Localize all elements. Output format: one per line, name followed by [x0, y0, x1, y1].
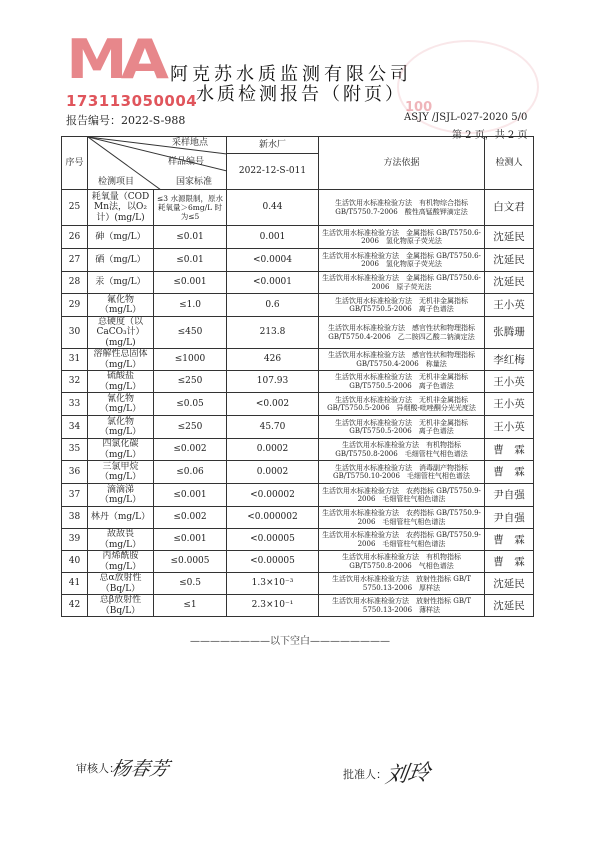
national-standard: ≤250 — [154, 371, 227, 393]
result-value: <0.00005 — [227, 529, 319, 551]
result-value: 107.93 — [227, 371, 319, 393]
tester-name: 曹 霖 — [485, 439, 534, 461]
row-number: 37 — [62, 484, 88, 507]
method-basis: 生活饮用水标准检验方法 无机非金属指标 GB/T5750.5-2006 异烟酸-吡唑酮分光光度法 — [319, 393, 485, 416]
test-item: 总α放射性（Bq/L） — [88, 573, 154, 595]
result-value: 1.3×10⁻³ — [227, 573, 319, 595]
tester-name: 张腾珊 — [485, 317, 534, 349]
tester-name: 沈延民 — [485, 573, 534, 595]
national-standard: ≤1.0 — [154, 294, 227, 317]
national-standard: ≤1 — [154, 595, 227, 617]
national-standard: ≤0.5 — [154, 573, 227, 595]
report-number: 报告编号：2022-S-988 — [66, 114, 186, 127]
method-basis: 生活饮用水标准检验方法 消毒副产物指标 GB/T5750.10-2006 毛细管柱气相色谱法 — [319, 461, 485, 484]
tester-name: 沈延民 — [485, 249, 534, 272]
national-standard: ≤450 — [154, 317, 227, 349]
method-basis: 生活饮用水标准检验方法 有机物指标 GB/T5750.8-2006 毛细管柱气相色谱法 — [319, 439, 485, 461]
page-info: 第 2 页，共 2 页 — [452, 130, 528, 141]
table-row — [62, 461, 534, 484]
row-number: 28 — [62, 272, 88, 294]
approver-label: 批准人： — [343, 768, 387, 781]
row-number: 36 — [62, 461, 88, 484]
tester-name: 李红梅 — [485, 349, 534, 371]
row-number: 26 — [62, 226, 88, 249]
test-item: 砷（mg/L） — [88, 226, 154, 249]
method-basis: 生活饮用水标准检验方法 农药指标 GB/T5750.9-2006 毛细管柱气相色谱法 — [319, 484, 485, 507]
tester-name: 曹 霖 — [485, 551, 534, 573]
reviewer-label: 审核人： — [76, 762, 120, 775]
ma-mark: MA — [66, 28, 163, 91]
table-row — [62, 507, 534, 529]
tester-name: 沈延民 — [485, 226, 534, 249]
test-item: 三氯甲烷（mg/L） — [88, 461, 154, 484]
result-value: <0.00002 — [227, 484, 319, 507]
tester-name: 王小英 — [485, 294, 534, 317]
test-item: 敌敌畏（mg/L） — [88, 529, 154, 551]
table-row — [62, 371, 534, 393]
row-number: 35 — [62, 439, 88, 461]
national-standard: ≤0.06 — [154, 461, 227, 484]
tester-name: 沈延民 — [485, 595, 534, 617]
test-item: 氯化物（mg/L） — [88, 416, 154, 439]
tester-name: 白文君 — [485, 190, 534, 226]
table-row — [62, 226, 534, 249]
table-row — [62, 349, 534, 371]
result-value: 0.44 — [227, 190, 319, 226]
sample-no-value: 2022-12-S-011 — [227, 154, 319, 190]
method-basis: 生活饮用水标准检验方法 金属指标 GB/T5750.6-2006 原子荧光法 — [319, 272, 485, 294]
result-value: <0.000002 — [227, 507, 319, 529]
row-number: 42 — [62, 595, 88, 617]
national-standard: ≤0.002 — [154, 439, 227, 461]
national-standard: ≤0.01 — [154, 226, 227, 249]
national-standard: ≤0.001 — [154, 484, 227, 507]
method-basis: 生活饮用水标准检验方法 有机物指标 GB/T5750.8-2006 气相色谱法 — [319, 551, 485, 573]
tester-name: 曹 霖 — [485, 529, 534, 551]
table-row — [62, 484, 534, 507]
item-label: 检测项目 — [98, 177, 135, 187]
national-standard: ≤0.002 — [154, 507, 227, 529]
row-number: 31 — [62, 349, 88, 371]
test-item: 耗氧量（COD Mn法，以O₂计）(mg/L) — [88, 190, 154, 226]
table-row — [62, 393, 534, 416]
result-value: 426 — [227, 349, 319, 371]
table-row — [62, 190, 534, 226]
test-item: 滴滴涕（mg/L） — [88, 484, 154, 507]
row-number: 41 — [62, 573, 88, 595]
test-item: 硫酸盐（mg/L） — [88, 371, 154, 393]
report-title: 水质检测报告（附页） — [196, 84, 406, 105]
test-item: 四氯化碳（mg/L） — [88, 439, 154, 461]
cert-number: 173113050004 — [66, 92, 198, 110]
row-number: 39 — [62, 529, 88, 551]
row-number: 34 — [62, 416, 88, 439]
method-basis: 生活饮用水标准检验方法 农药指标 GB/T5750.9-2006 毛细管柱气相色谱法 — [319, 529, 485, 551]
method-header: 方法依据 — [319, 137, 485, 190]
row-number: 38 — [62, 507, 88, 529]
result-value: 0.0002 — [227, 461, 319, 484]
tester-name: 曹 霖 — [485, 461, 534, 484]
table-row — [62, 529, 534, 551]
table-row — [62, 294, 534, 317]
sampling-site-label: 采样地点 — [172, 138, 209, 148]
result-value: <0.002 — [227, 393, 319, 416]
table-row — [62, 272, 534, 294]
result-value: <0.0004 — [227, 249, 319, 272]
row-number: 32 — [62, 371, 88, 393]
national-standard: ≤0.001 — [154, 272, 227, 294]
result-value: 0.001 — [227, 226, 319, 249]
result-value: 45.70 — [227, 416, 319, 439]
table-row — [62, 595, 534, 617]
national-standard: ≤0.0005 — [154, 551, 227, 573]
national-std-label: 国家标准 — [176, 177, 213, 187]
row-number: 33 — [62, 393, 88, 416]
row-number: 30 — [62, 317, 88, 349]
tester-name: 王小英 — [485, 393, 534, 416]
method-basis: 生活饮用水标准检验方法 放射性指标 GB/T 5750.13-2006 厚样法 — [319, 573, 485, 595]
national-standard: ≤3 水源限制，原水耗氧量＞6mg/L 时为≤5 — [154, 190, 227, 226]
method-basis: 生活饮用水标准检验方法 感官性状和物理指标 GB/T5750.4-2006 称量法 — [319, 349, 485, 371]
form-code: ASJY /JSJL-027-2020 5/0 — [404, 112, 528, 123]
header-row-site — [62, 137, 534, 154]
test-item: 硒（mg/L） — [88, 249, 154, 272]
test-item: 总β放射性（Bq/L） — [88, 595, 154, 617]
test-item: 汞（mg/L） — [88, 272, 154, 294]
result-value: 0.6 — [227, 294, 319, 317]
result-value: <0.00005 — [227, 551, 319, 573]
test-item: 氟化物（mg/L） — [88, 294, 154, 317]
method-basis: 生活饮用水标准检验方法 无机非金属指标 GB/T5750.5-2006 离子色谱法 — [319, 416, 485, 439]
table-row — [62, 416, 534, 439]
row-number: 40 — [62, 551, 88, 573]
row-number: 25 — [62, 190, 88, 226]
result-value: 213.8 — [227, 317, 319, 349]
method-basis: 生活饮用水标准检验方法 无机非金属指标 GB/T5750.5-2006 离子色谱法 — [319, 294, 485, 317]
tester-name: 尹自强 — [485, 507, 534, 529]
results-table — [61, 136, 534, 617]
result-value: 2.3×10⁻¹ — [227, 595, 319, 617]
sample-no-label: 样品编号 — [168, 157, 205, 167]
seq-header: 序号 — [62, 137, 88, 190]
result-value: 0.0002 — [227, 439, 319, 461]
result-value: <0.0001 — [227, 272, 319, 294]
tester-name: 尹自强 — [485, 484, 534, 507]
tester-name: 王小英 — [485, 416, 534, 439]
test-item: 丙烯酰胺（mg/L） — [88, 551, 154, 573]
reviewer-signature: 杨春芳 — [109, 758, 171, 780]
table-row — [62, 249, 534, 272]
diagonal-header-cell — [88, 137, 227, 190]
row-number: 27 — [62, 249, 88, 272]
tester-header: 检测人 — [485, 137, 534, 190]
table-row — [62, 439, 534, 461]
table-row — [62, 551, 534, 573]
tester-name: 王小英 — [485, 371, 534, 393]
cma-stamp — [66, 30, 178, 96]
test-item: 溶解性总固体（mg/L） — [88, 349, 154, 371]
test-item: 氰化物（mg/L） — [88, 393, 154, 416]
approver-signature: 刘玲 — [383, 760, 432, 789]
method-basis: 生活饮用水标准检验方法 有机物综合指标 GB/T5750.7-2006 酸性高锰酸钾滴定法 — [319, 190, 485, 226]
national-standard: ≤250 — [154, 416, 227, 439]
method-basis: 生活饮用水标准检验方法 无机非金属指标 GB/T5750.5-2006 离子色谱法 — [319, 371, 485, 393]
test-item: 总硬度（以CaCO₃计）(mg/L) — [88, 317, 154, 349]
method-basis: 生活饮用水标准检验方法 感官性状和物理指标 GB/T5750.4-2006 乙二胺四乙酸二钠滴定法 — [319, 317, 485, 349]
method-basis: 生活饮用水标准检验方法 放射性指标 GB/T 5750.13-2006 薄样法 — [319, 595, 485, 617]
method-basis: 生活饮用水标准检验方法 金属指标 GB/T5750.6-2006 氢化物原子荧光法 — [319, 226, 485, 249]
seal-stamp-digits: 100 — [405, 100, 433, 115]
method-basis: 生活饮用水标准检验方法 农药指标 GB/T5750.9-2006 毛细管柱气相色谱法 — [319, 507, 485, 529]
company-title: 阿克苏水质监测有限公司 — [170, 64, 412, 85]
blank-below-note: ————————以下空白———————— — [190, 636, 390, 647]
test-item: 林丹（mg/L） — [88, 507, 154, 529]
table-row — [62, 573, 534, 595]
national-standard: ≤0.001 — [154, 529, 227, 551]
national-standard: ≤1000 — [154, 349, 227, 371]
national-standard: ≤0.01 — [154, 249, 227, 272]
row-number: 29 — [62, 294, 88, 317]
table-row — [62, 317, 534, 349]
national-standard: ≤0.05 — [154, 393, 227, 416]
sampling-site-value: 新水厂 — [227, 137, 319, 154]
tester-name: 沈延民 — [485, 272, 534, 294]
method-basis: 生活饮用水标准检验方法 金属指标 GB/T5750.6-2006 氢化物原子荧光法 — [319, 249, 485, 272]
